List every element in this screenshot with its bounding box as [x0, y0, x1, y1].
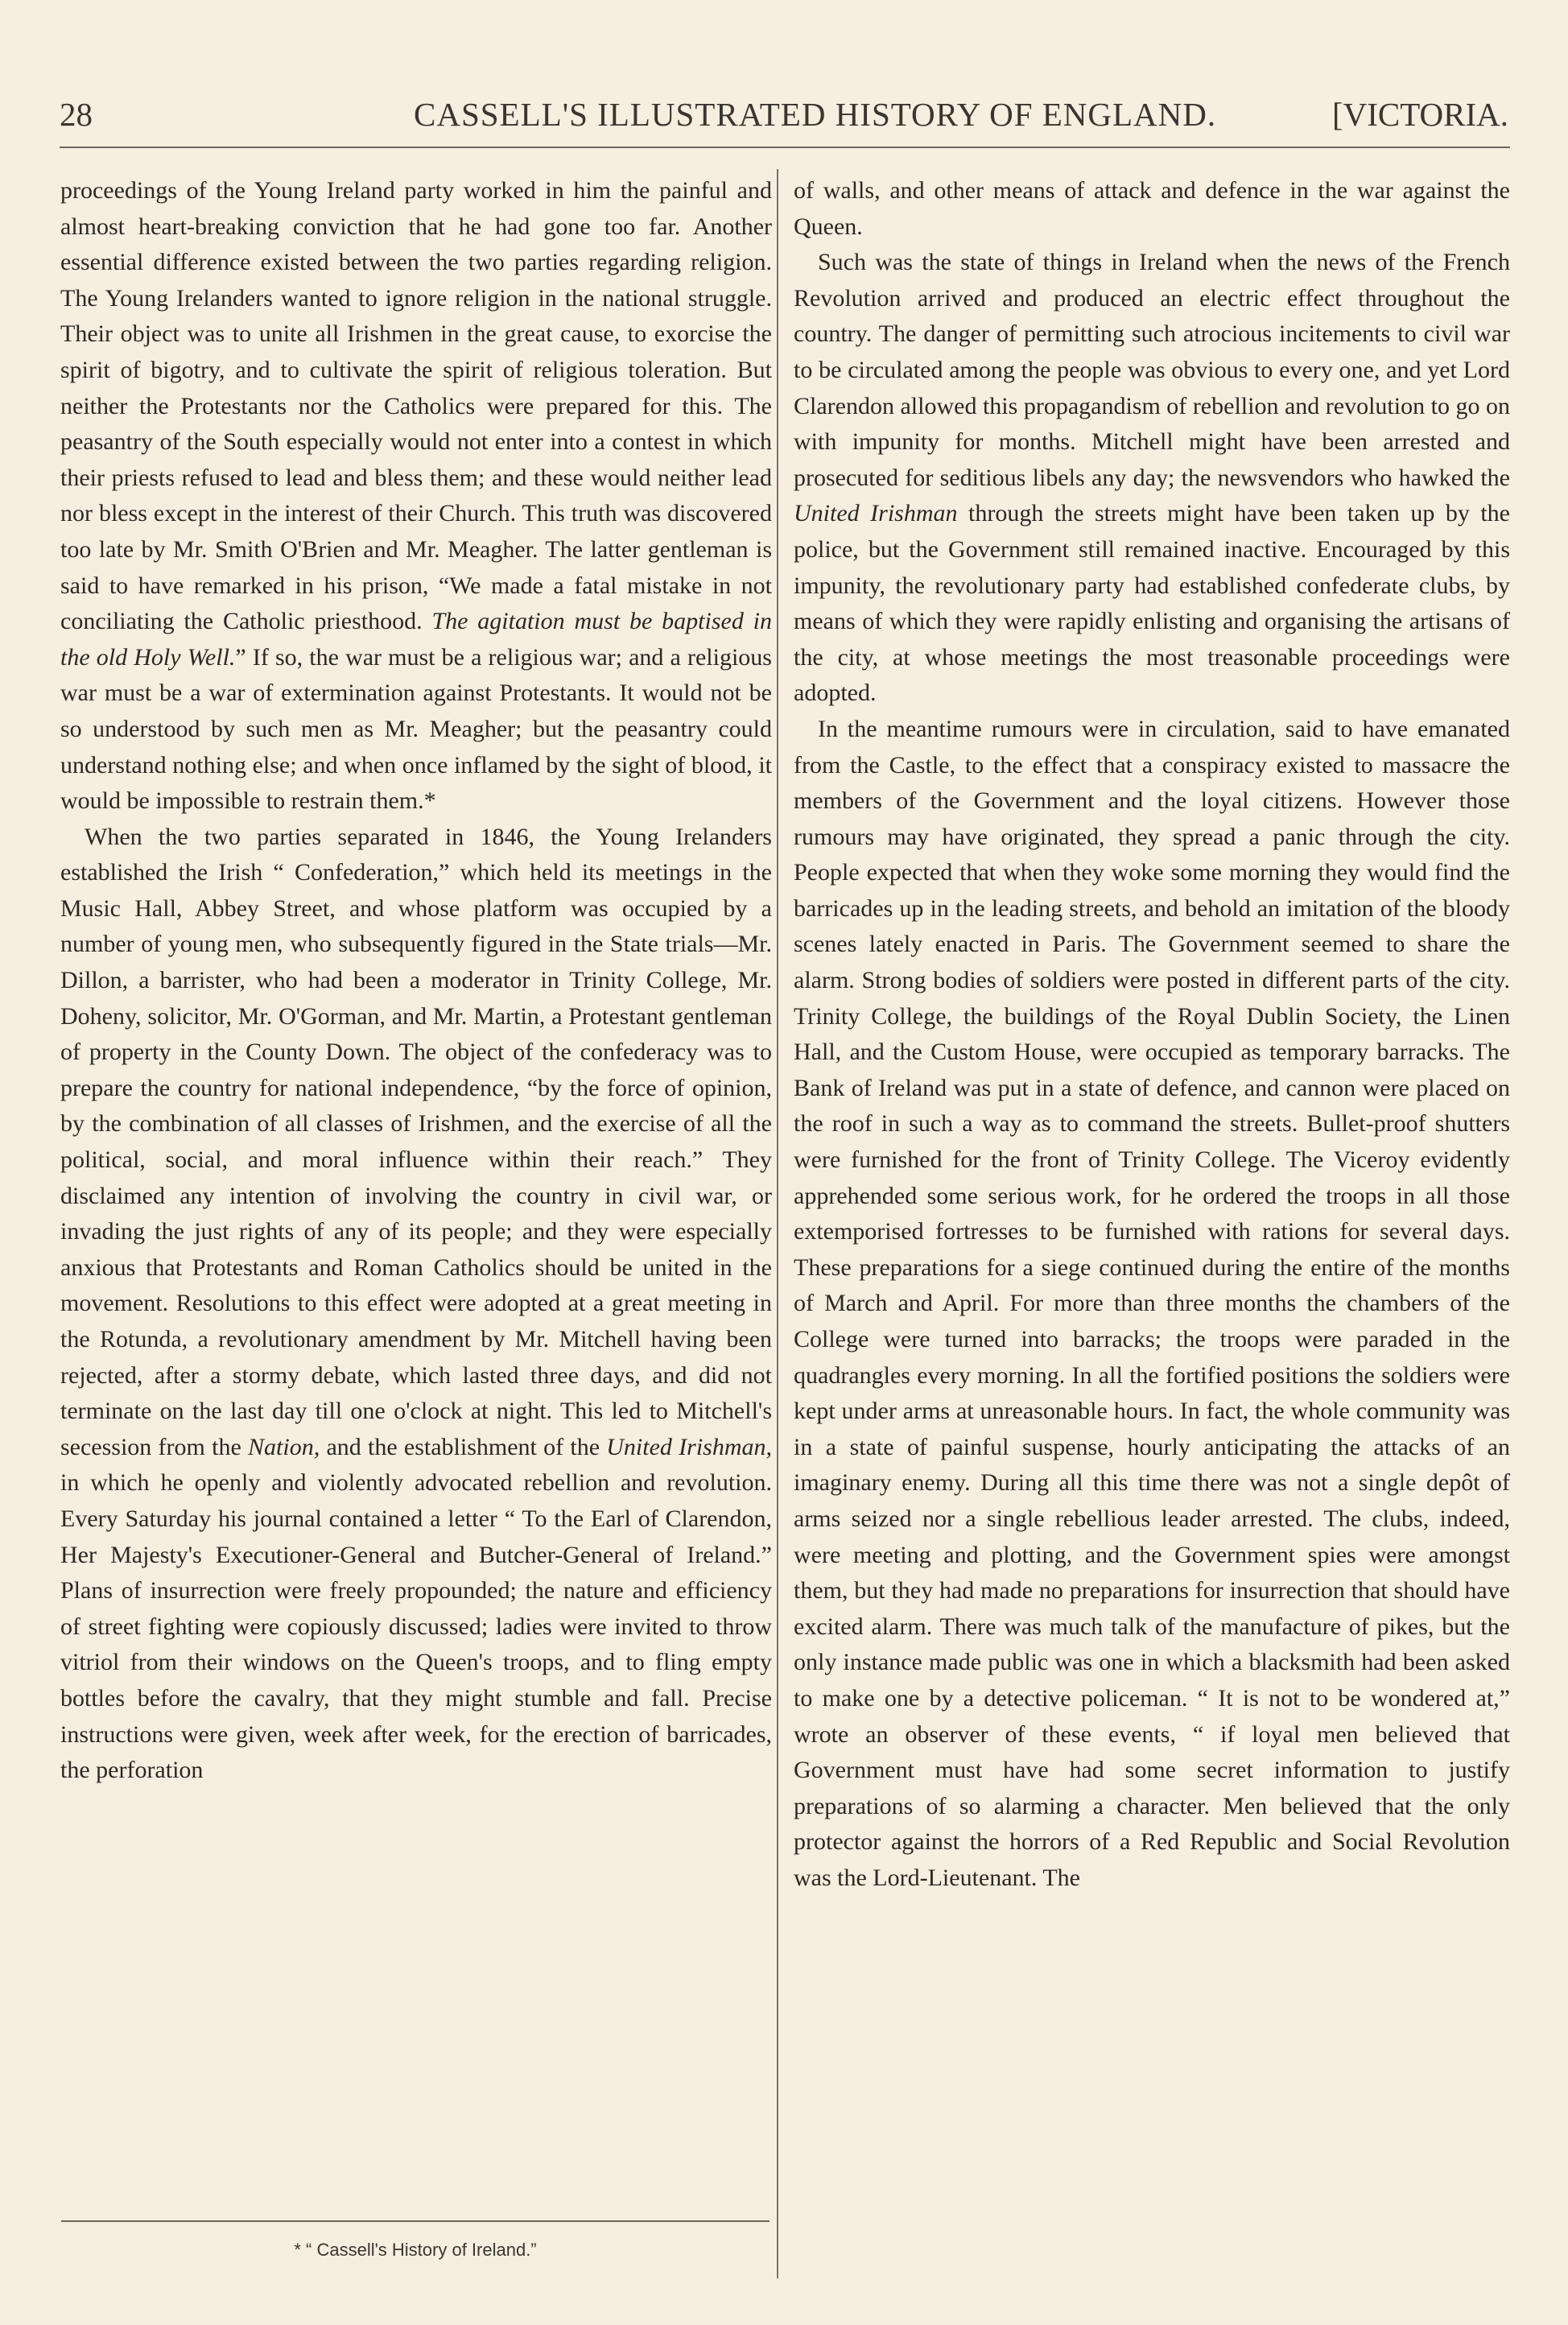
footnote-rule — [61, 2220, 770, 2222]
text-run: through the streets might have been taken up by the police, but the Government still remained inactive. Encouraged by this impunity, the revolutionary party had established confederate clubs, by means of which they were rapidly enlisting and organising the artisans of the city, at whose meetings the most treasonable proceedings were adopted. — [794, 500, 1510, 707]
column-divider — [777, 169, 778, 2278]
paragraph — [794, 245, 1510, 712]
text-run: and the establishment of the — [326, 1433, 600, 1460]
left-column — [60, 173, 772, 1789]
header-rule — [60, 147, 1510, 148]
footnote: * “ Cassell's History of Ireland.” — [294, 2240, 537, 2260]
text-run: in which he openly and violently advocated rebellion and revolution. Every Saturday his journal contained a letter “ To the Earl of Clarendon, Her Majesty's Executioner-General and Butcher-General of Ireland.” Plans of insurrection were freely propounded; the nature and efficiency of street fighting were copiously discussed; ladies were invited to throw vitriol from their windows on the Queen's troops, and to fling empty bottles before the cavalry, that they might stumble and fall. Precise instructions were given, week after week, for the erection of barricades, the perforation — [60, 1469, 772, 1784]
page-number: 28 — [60, 96, 93, 133]
text-run: of walls, and other means of attack and defence in the war against the Queen. — [794, 177, 1510, 240]
page-header — [60, 95, 1508, 143]
paragraph — [60, 820, 772, 1789]
paragraph — [60, 173, 772, 820]
text-run: In the meantime rumours were in circulation, said to have emanated from the Castle, to the effect that a conspiracy existed to massacre the members of the Government and the loyal citizens. However those rumours may have originated, they spread a panic through the city. People expected that when they woke some morning they would find the barricades up in the leading streets, and behold an imitation of the bloody scenes lately enacted in Paris. The Government seemed to share the alarm. Strong bodies of soldiers were posted in different parts of the city. Trinity College, the buildings of the Royal Dublin Society, the Linen Hall, and the Custom House, were occupied as temporary barracks. The Bank of Ireland was put in a state of defence, and cannon were placed on the roof in such a way as to command the streets. Bullet-proof shutters were furnished for the front of Trinity College. The Viceroy evidently apprehended some serious work, for he ordered the troops in all those extemporised fortresses to be furnished with rations for several days. These preparations for a siege continued during the entire of the months of March and April. For more than three months the chambers of the College were turned into barracks; the troops were paraded in the quadrangles every morning. In all the fortified positions the soldiers were kept under arms at unreasonable hours. In fact, the whole community was in a state of painful suspense, hourly anticipating the attacks of an imaginary enemy. During all this time there was not a single depôt of arms seized nor a single rebellious leader arrested. The clubs, indeed, were meeting and plotting, and the Government spies were amongst them, but they had made no preparations for insurrection that should have excited alarm. There was much talk of the manufacture of pikes, but the only instance made public was one in which a blacksmith had been asked to make one by a detective policeman. “ It is not to be wondered at,” wrote an observer of these events, “ if loyal men believed that Government must have had some secret information to justify preparations of so alarming a character. Men believed that the only protector against the horrors of a Red Republic and Social Revolution was the Lord-Lieutenant. The — [794, 715, 1510, 1891]
text-run: ” If so, the war must be a religious war; and a religious war must be a war of extermination against Protestants. It would not be so understood by such men as Mr. Meagher; but the peasantry could understand nothing else; and when once inflamed by the sight of blood, it would be impossible to restrain them.* — [60, 643, 772, 815]
text-run: Such was the state of things in Ireland when the news of the French Revolution arrived and produced an electric effect throughout the country. The danger of permitting such atrocious incitements to civil war to be circulated among the people was obvious to every one, and yet Lord Clarendon allowed this propagandism of rebellion and revolution to go on with impunity for months. Mitchell might have been arrested and prosecuted for seditious libels any day; the newsvendors who hawked the — [794, 249, 1510, 491]
paragraph — [794, 712, 1510, 1897]
italic-title: Nation, — [248, 1433, 320, 1460]
paragraph — [794, 173, 1510, 245]
right-column — [794, 173, 1510, 1897]
italic-title: United Irishman — [794, 500, 958, 527]
section-label: [VICTORIA. — [1331, 96, 1508, 133]
text-run: When the two parties separated in 1846, the Young Irelanders established the Irish “ Confederation,” which held its meetings in the Music Hall, Abbey Street, and whose platform was occupied by a number of young men, who subsequently figured in the State trials—Mr. Dillon, a barrister, who had been a moderator in Trinity College, Mr. Doheny, solicitor, Mr. O'Gorman, and Mr. Martin, a Protestant gentleman of property in the County Down. The object of the confederacy was to prepare the country for national independence, “by the force of opinion, by the combination of all classes of Irishmen, and the exercise of all the political, social, and moral influence within their reach.” They disclaimed any intention of involving the country in civil war, or invading the just rights of any of its people; and they were especially anxious that Protestants and Roman Catholics should be united in the movement. Resolutions to this effect were adopted at a great meeting in the Rotunda, a revolutionary amendment by Mr. Mitchell having been rejected, after a stormy debate, which lasted three days, and did not terminate on the last day till one o'clock at night. This led to Mitchell's secession from the — [60, 823, 772, 1460]
text-run: proceedings of the Young Ireland party worked in him the painful and almost heart-breaking conviction that he had gone too far. Another essential difference existed between the two parties regarding religion. The Young Irelanders wanted to ignore religion in the national struggle. Their object was to unite all Irishmen in the great cause, to exorcise the spirit of bigotry, and to cultivate the spirit of religious toleration. But neither the Protestants nor the Catholics were prepared for this. The peasantry of the South especially would not enter into a contest in which their priests refused to lead and bless them; and these would neither lead nor bless except in the interest of their Church. This truth was discovered too late by Mr. Smith O'Brien and Mr. Meagher. The latter gentleman is said to have remarked in his prison, “We made a fatal mistake in not conciliating the Catholic priesthood. — [60, 177, 772, 635]
italic-title: United Irishman, — [606, 1433, 773, 1460]
italic-quote: The agitation must be baptised in the old Holy Well. — [60, 608, 772, 671]
running-title: CASSELL'S ILLUSTRATED HISTORY OF ENGLAND. — [414, 96, 1217, 133]
